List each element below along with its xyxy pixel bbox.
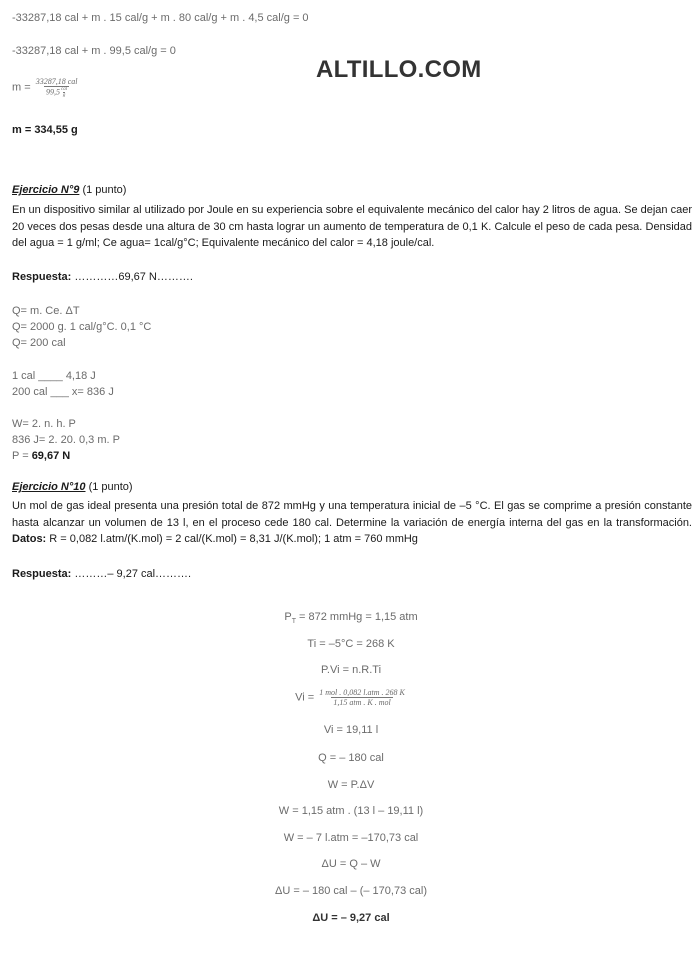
ex9-result-prefix: P = — [12, 450, 32, 462]
exercise-10-header — [12, 481, 133, 493]
pt-line — [200, 611, 502, 625]
ex9-work-line: W= 2. n. h. P — [12, 418, 76, 430]
mass-prefix: m = — [12, 81, 31, 94]
exercise-10-text: Un mol de gas ideal presenta una presión total de 872 mmHg y una temperatura inicial de –5 °C. El gas se comprime a presión constante hasta alcanzar un volumen de 13 l, en el proceso cede 180 cal. Determine la variación de energía interna del gas en la transformación. — [12, 500, 692, 529]
exercise-10-title: Ejercicio N°10 — [12, 481, 86, 493]
exercise-10-data-label: Datos: — [12, 533, 47, 545]
mass-result: m = 334,55 g — [12, 124, 78, 136]
exercise-10-statement — [12, 498, 692, 548]
top-equation-2: -33287,18 cal + m . 99,5 cal/g = 0 — [12, 45, 176, 57]
pt-value: = 872 mmHg = 1,15 atm — [295, 611, 418, 623]
w-result: W = – 7 l.atm = –170,73 cal — [283, 832, 419, 844]
exercise-10-points: (1 punto) — [88, 481, 133, 493]
pvi-line: P.Vi = n.R.Ti — [320, 664, 382, 676]
answer-value: ………– 9,27 cal………. — [71, 568, 192, 580]
unit-num: cal — [61, 87, 68, 92]
exercise-9-points: (1 punto) — [82, 184, 127, 196]
vi-fraction — [317, 688, 407, 707]
exercise-10-answer — [12, 568, 191, 580]
ex9-work-line: 836 J= 2. 20. 0,3 m. P — [12, 434, 120, 446]
vi-numerator: 1 mol . 0,082 l.atm . 268 K — [319, 688, 405, 697]
exercise-10-data: R = 0,082 l.atm/(K.mol) = 2 cal/(K.mol) = 8,31 J/(K.mol); 1 atm = 760 mmHg — [49, 533, 418, 545]
ex9-work-line: 200 cal ___ x= 836 J — [12, 386, 114, 398]
du-calculation: ΔU = – 180 cal – (– 170,73 cal) — [275, 885, 427, 897]
vi-denominator: 1,15 atm . K . mol — [333, 698, 391, 707]
exercise-9-title: Ejercicio N°9 — [12, 184, 80, 196]
vi-result: Vi = 19,11 l — [323, 724, 379, 736]
du-result: ΔU = – 9,27 cal — [312, 912, 390, 924]
mass-fraction-body — [34, 77, 80, 98]
q-line: Q = – 180 cal — [318, 752, 384, 764]
ex9-work-line: Q= 200 cal — [12, 337, 66, 349]
watermark-logo: ALTILLO.COM — [316, 56, 482, 83]
mass-denominator — [44, 86, 69, 98]
ex9-work-line: Q= m. Ce. ΔT — [12, 305, 80, 317]
pt-subscript: T — [291, 618, 296, 626]
mass-denominator-value: 99,5 — [46, 87, 61, 97]
unit-den: g — [62, 93, 66, 98]
ti-line: Ti = –5°C = 268 K — [307, 638, 395, 650]
mass-denominator-unit — [61, 87, 67, 98]
exercise-9-statement: En un dispositivo similar al utilizado por Joule en su experiencia sobre el equivalente mecánico del calor hay 2 litros de agua. Se dejan caer 20 veces dos pesas desde una altura de 30 cm hasta lograr un aumento de temperatura de 0,1 K. Calcule el peso de cada pesa. Densidad del agua = 1 g/ml; Ce agua= 1cal/g°C; Equivalente mecánico del calor = 4,18 joule/cal. — [12, 204, 692, 249]
w-definition: W = P.ΔV — [327, 779, 375, 791]
exercise-9-answer — [12, 271, 193, 283]
exercise-9-header — [12, 184, 126, 196]
ex9-work-line: 1 cal ____ 4,18 J — [12, 370, 96, 382]
answer-label: Respuesta: — [12, 568, 72, 580]
ex9-work-line: Q= 2000 g. 1 cal/g°C. 0,1 °C — [12, 321, 152, 333]
mass-fraction — [12, 77, 80, 98]
du-definition: ΔU = Q – W — [321, 858, 381, 870]
mass-numerator: 33287,18 cal — [35, 77, 78, 86]
ex9-result-value: 69,67 N — [31, 450, 71, 462]
vi-fraction-line — [200, 688, 502, 707]
vi-prefix: Vi = — [295, 691, 315, 704]
answer-value: …………69,67 N………. — [71, 271, 193, 283]
w-calculation: W = 1,15 atm . (13 l – 19,11 l) — [278, 805, 424, 817]
top-equation-1: -33287,18 cal + m . 15 cal/g + m . 80 cal/g + m . 4,5 cal/g = 0 — [12, 12, 309, 24]
ex9-result — [12, 450, 70, 462]
answer-label: Respuesta: — [12, 271, 72, 283]
pt-symbol: P — [284, 611, 292, 623]
